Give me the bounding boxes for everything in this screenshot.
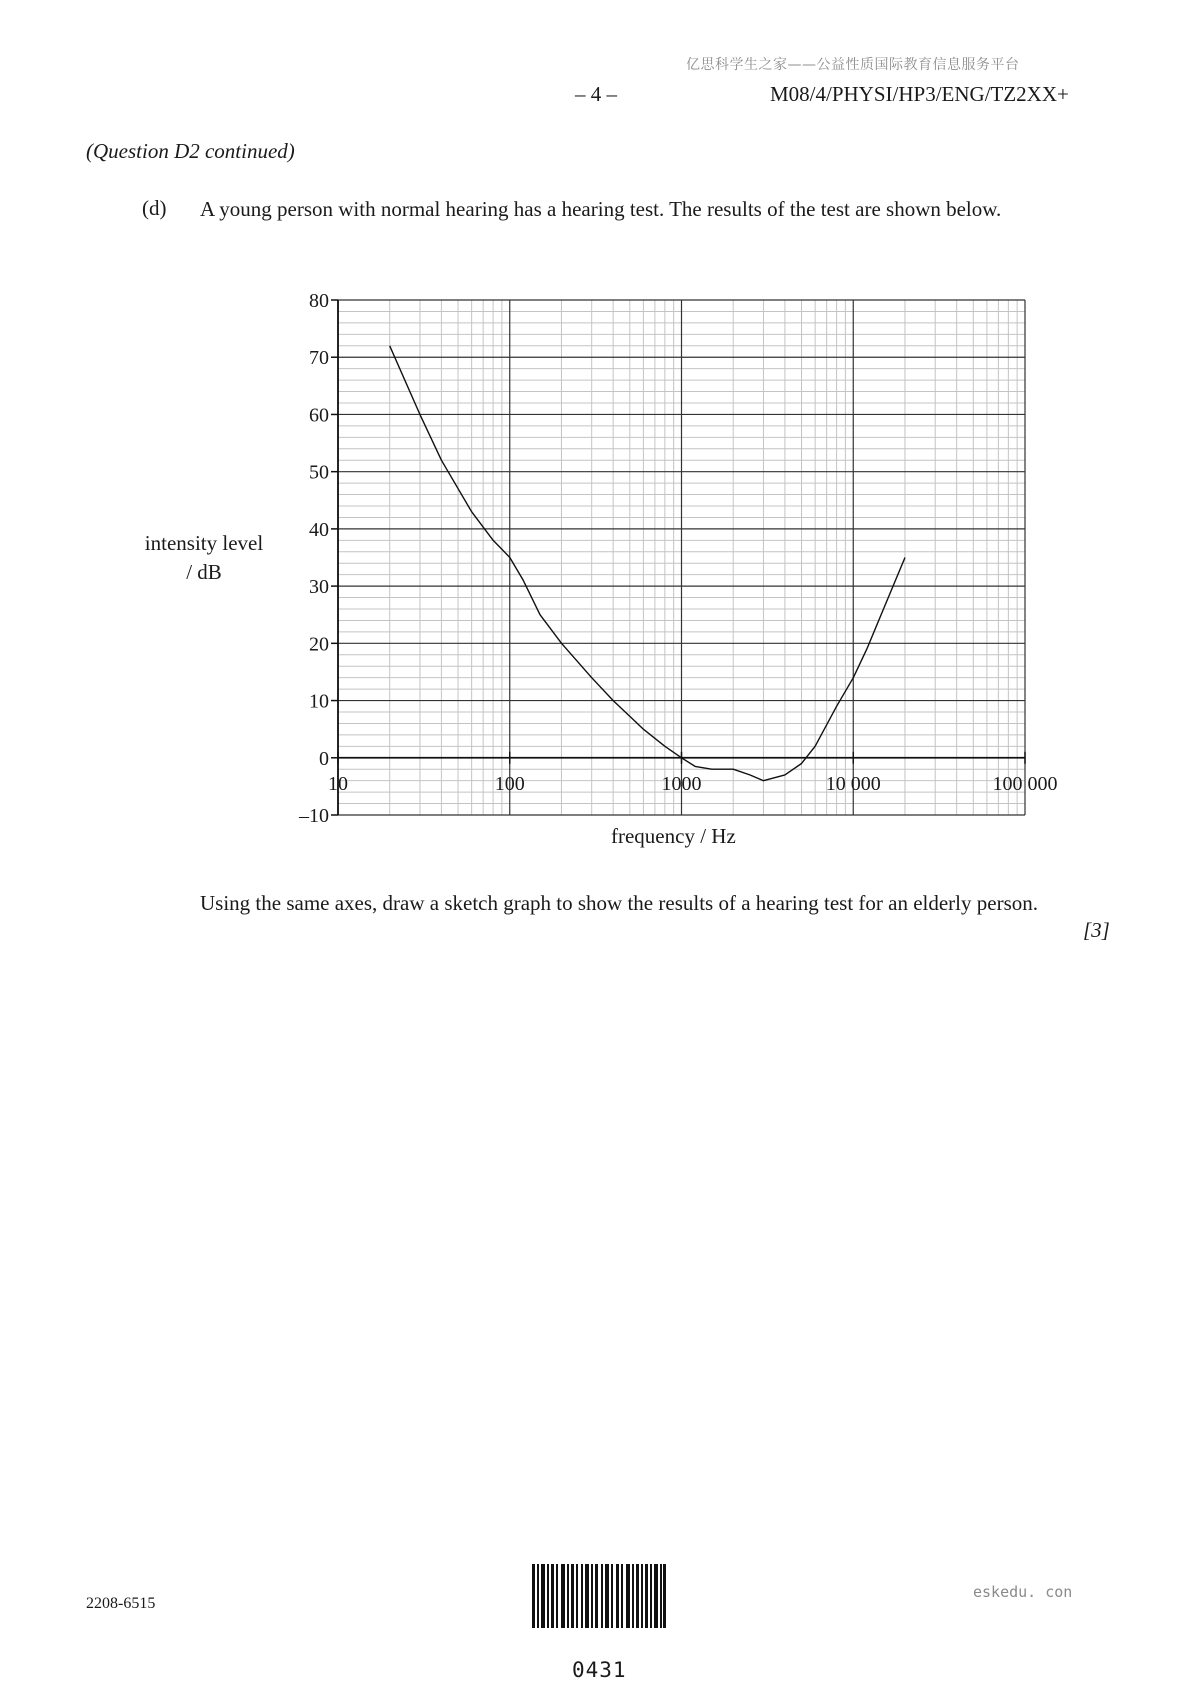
paper-reference: 2208-6515: [86, 1595, 156, 1612]
y-tick-label: 50: [309, 461, 329, 484]
y-tick-label: –10: [299, 805, 329, 827]
y-axis-label-line-2: / dB: [186, 560, 222, 584]
x-tick-label: 100: [494, 772, 525, 795]
y-tick-label: 30: [309, 576, 329, 599]
y-axis-label-line-1: intensity level: [144, 531, 264, 555]
x-tick-label: 10: [328, 772, 348, 795]
barcode-number: 0431: [572, 1658, 627, 1682]
part-label: (d): [142, 196, 167, 220]
y-tick-label: 10: [309, 690, 329, 713]
barcode: [532, 1564, 666, 1628]
question-text: A young person with normal hearing has a hearing test. The results of the test are shown below.: [200, 197, 1002, 221]
marks-label: [3]: [1083, 918, 1110, 942]
instruction-text: Using the same axes, draw a sketch graph to show the results of a hearing test for an elderly person.: [200, 891, 1039, 915]
x-tick-label: 100 000: [992, 772, 1058, 795]
x-tick-label: 10 000: [825, 772, 881, 795]
y-tick-label: 70: [309, 347, 329, 370]
question-continued-label: (Question D2 continued): [86, 139, 295, 163]
y-tick-label: 80: [309, 290, 329, 312]
site-watermark: eskedu. con: [973, 1583, 1073, 1601]
paper-code: M08/4/PHYSI/HP3/ENG/TZ2XX+: [770, 82, 1069, 106]
watermark-text: 亿思科学生之家——公益性质国际教育信息服务平台: [686, 57, 1020, 73]
x-tick-label: 1000: [661, 772, 702, 795]
x-axis-label: frequency / Hz: [611, 824, 736, 848]
y-tick-label: 20: [309, 633, 329, 656]
y-tick-label: 40: [309, 518, 329, 541]
page-number: – 4 –: [575, 82, 617, 106]
y-axis-label: [124, 529, 284, 587]
y-tick-label: 60: [309, 404, 329, 427]
y-tick-label: 0: [319, 747, 329, 770]
